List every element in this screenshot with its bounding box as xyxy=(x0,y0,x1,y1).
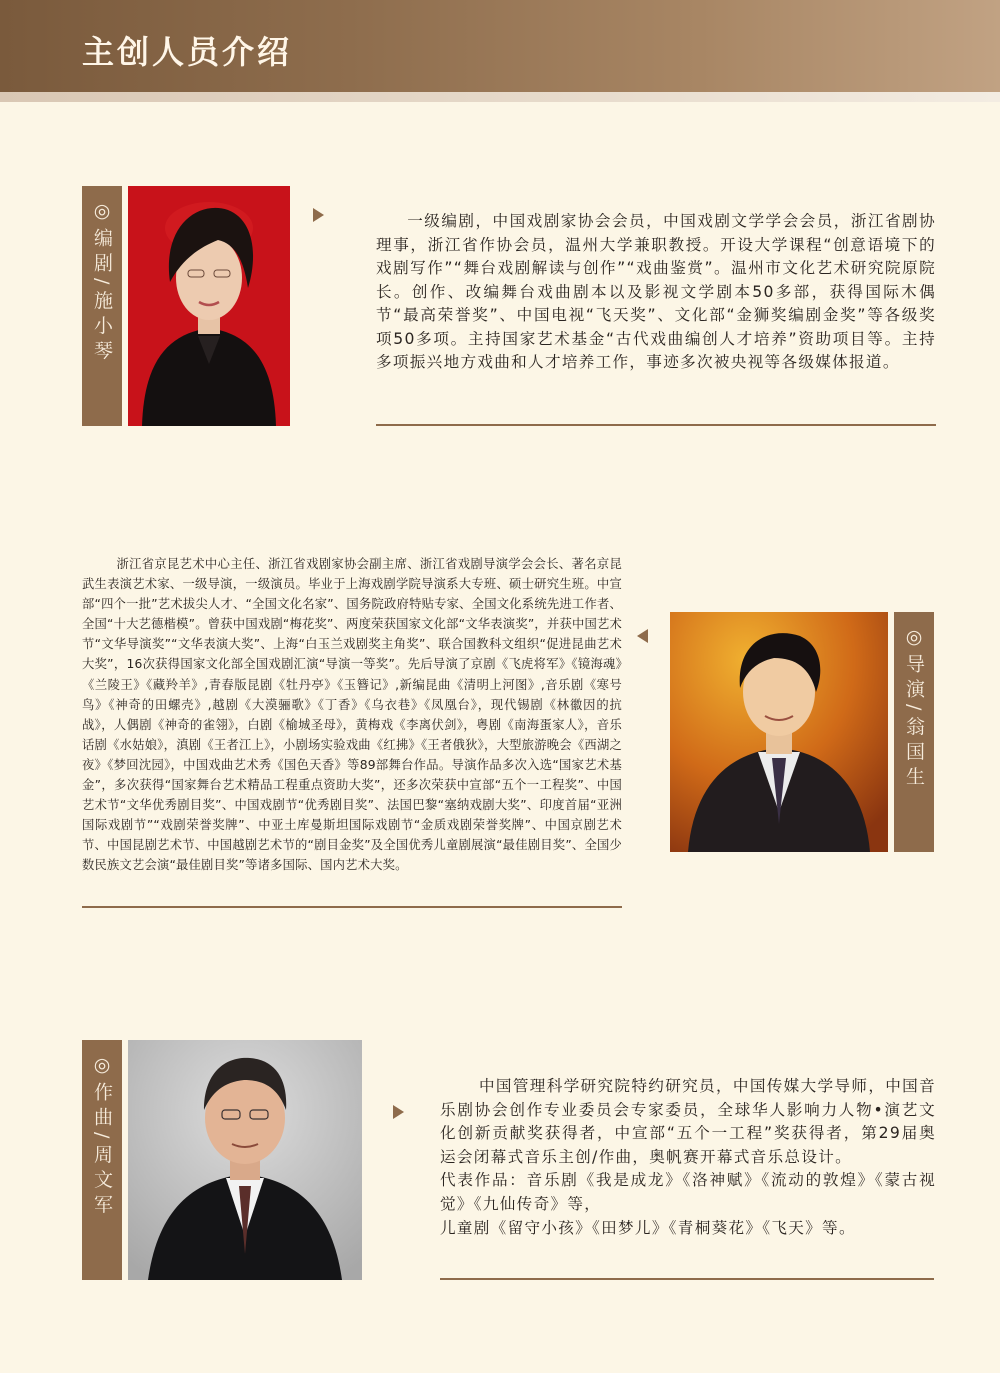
role-label-director xyxy=(894,612,934,852)
portrait-photo-director xyxy=(670,612,888,852)
role-label-text: ◎编剧/施小琴 xyxy=(91,200,113,366)
bio-paragraph: 中国管理科学研究院特约研究员，中国传媒大学导师，中国音乐剧协会创作专业委员会专家委员，全球华人影响力人物•演艺文化创新贡献奖获得者，中宣部“五个一工程”奖获得者，第29届奥运会闭幕式音乐主创/作曲，奥帆赛开幕式音乐总设计。 xyxy=(440,1077,936,1166)
arrow-right-icon xyxy=(393,1105,404,1119)
bio-screenwriter: 一级编剧，中国戏剧家协会会员，中国戏剧文学学会会员，浙江省剧协理事，浙江省作协会员，温州大学兼职教授。开设大学课程“创意语境下的戏剧写作”“舞台戏剧解读与创作”“戏曲鉴赏”。温州市文化艺术研究院原院长。创作、改编舞台戏曲剧本以及影视文学剧本50多部，获得国际木偶节“最高荣誉奖”、中国电视“飞天奖”、文化部“金狮奖编剧金奖”等各级奖项50多项。主持国家艺术基金“古代戏曲编创人才培养”资助项目等。主持多项振兴地方戏曲和人才培养工作，事迹多次被央视等各级媒体报道。 xyxy=(376,212,936,371)
bio-works-line: 代表作品：音乐剧《我是成龙》《洛神赋》《流动的敦煌》《蒙古视觉》《九仙传奇》等， xyxy=(440,1171,936,1213)
divider-rule xyxy=(376,424,936,426)
role-label-composer xyxy=(82,1040,122,1280)
portrait-photo-composer xyxy=(128,1040,362,1280)
role-label-screenwriter xyxy=(82,186,122,426)
bio-works-line: 儿童剧《留守小孩》《田梦儿》《青桐葵花》《飞天》等。 xyxy=(440,1218,856,1237)
portrait-image xyxy=(128,186,290,426)
portrait-image xyxy=(670,612,888,852)
portrait-image xyxy=(128,1040,362,1280)
bio-director: 浙江省京昆艺术中心主任、浙江省戏剧家协会副主席、浙江省戏剧导演学会会长、著名京昆武生表演艺术家、一级导演，一级演员。毕业于上海戏剧学院导演系大专班、硕士研究生班。中宣部“四个一批”艺术拔尖人才、“全国文化名家”、国务院政府特贴专家、全国文化系统先进工作者、全国“十大艺德楷模”。曾获中国戏剧“梅花奖”、两度荣获国家文化部“文华表演奖”，并获中国艺术节“文华导演奖”“文华表演大奖”、上海“白玉兰戏剧奖主角奖”、联合国教科文组织“促进昆曲艺术大奖”，16次获得国家文化部全国戏剧汇演“导演一等奖”。先后导演了京剧《飞虎将军》《镜海魂》《兰陵王》《藏羚羊》,青春版昆剧《牡丹亭》《玉簪记》,新编昆曲《清明上河图》,音乐剧《寒号鸟》《神奇的田螺壳》,越剧《大漠骊歌》《丁香》《乌衣巷》《凤凰台》，现代锡剧《林徽因的抗战》，人偶剧《神奇的雀翎》，白剧《榆城圣母》，黄梅戏《李离伏剑》，粤剧《南海蛋家人》，音乐话剧《水姑娘》，滇剧《王者江上》，小剧场实验戏曲《红拂》《王者俄狄》，大型旅游晚会《西湖之夜》《梦回沈园》，中国戏曲艺术秀《国色天香》等89部舞台作品。导演作品多次入选“国家艺术基金”，多次获得“国家舞台艺术精品工程重点资助大奖”，还多次荣获中宣部“五个一工程奖”、中国艺术节“文华优秀剧目奖”、中国戏剧节“优秀剧目奖”、法国巴黎“塞纳戏剧大奖”、印度首届“亚洲国际戏剧节”“戏剧荣誉奖牌”、中亚土库曼斯坦国际戏剧节“金质戏剧荣誉奖牌”、中国京剧艺术节、中国昆剧艺术节、中国越剧艺术节的“剧目金奖”及全国优秀儿童剧展演“最佳剧目奖”、全国少数民族文艺会演“最佳剧目奖”等诸多国际、国内艺术大奖。 xyxy=(82,557,622,873)
role-label-text: ◎作曲/周文军 xyxy=(91,1054,113,1220)
role-label-text: ◎导演/翁国生 xyxy=(903,626,925,792)
header-underline xyxy=(0,92,1000,102)
portrait-photo-screenwriter xyxy=(128,186,290,426)
arrow-right-icon xyxy=(313,208,324,222)
divider-rule xyxy=(82,906,622,908)
divider-rule xyxy=(440,1278,934,1280)
page-title: 主创人员介绍 xyxy=(82,33,293,71)
bio-composer xyxy=(440,1075,936,1240)
arrow-left-icon xyxy=(637,629,648,643)
